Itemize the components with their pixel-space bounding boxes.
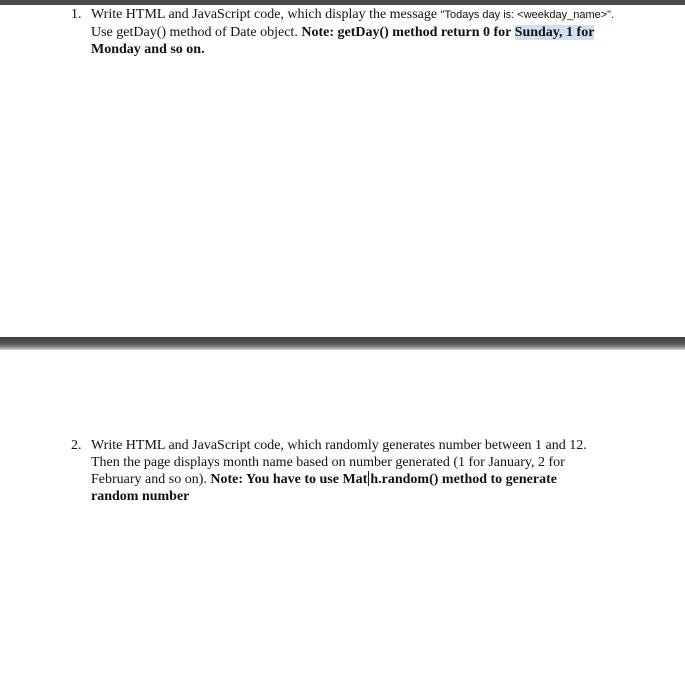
question-line: Then the page displays month name based on number generated (1 for January, 2 for (91, 455, 565, 470)
page-edge-top (0, 0, 685, 5)
question-line: Write HTML and JavaScript code, which randomly generates number between 1 and 12. (91, 438, 587, 453)
message-format: "Todays day is: <weekday_name>". (440, 9, 615, 21)
question-note: h.random() method to generate (370, 472, 557, 487)
question-text-run: Write HTML and JavaScript code, which display the message (91, 7, 441, 22)
question-number: 2. (71, 438, 82, 453)
question-text-run: February and so on). (91, 472, 211, 487)
question-line (91, 6, 631, 24)
page-separator (0, 337, 685, 350)
question-line (91, 41, 631, 58)
question-line (91, 24, 631, 41)
question-number: 1. (71, 7, 82, 22)
question-note: Monday and so on. (91, 42, 205, 57)
question-line: random number (91, 489, 190, 504)
question-line (91, 471, 631, 488)
selected-text-highlight[interactable]: Sunday, 1 for (514, 25, 595, 40)
question-note: Note: You have to use Mat (210, 472, 368, 487)
question-text (91, 6, 631, 58)
question-text (91, 437, 631, 505)
question-note: Note: getDay() method return 0 for (301, 25, 515, 40)
question-1 (71, 6, 631, 58)
question-2 (71, 437, 631, 505)
question-text-run: Use getDay() method of Date object. (91, 25, 302, 40)
